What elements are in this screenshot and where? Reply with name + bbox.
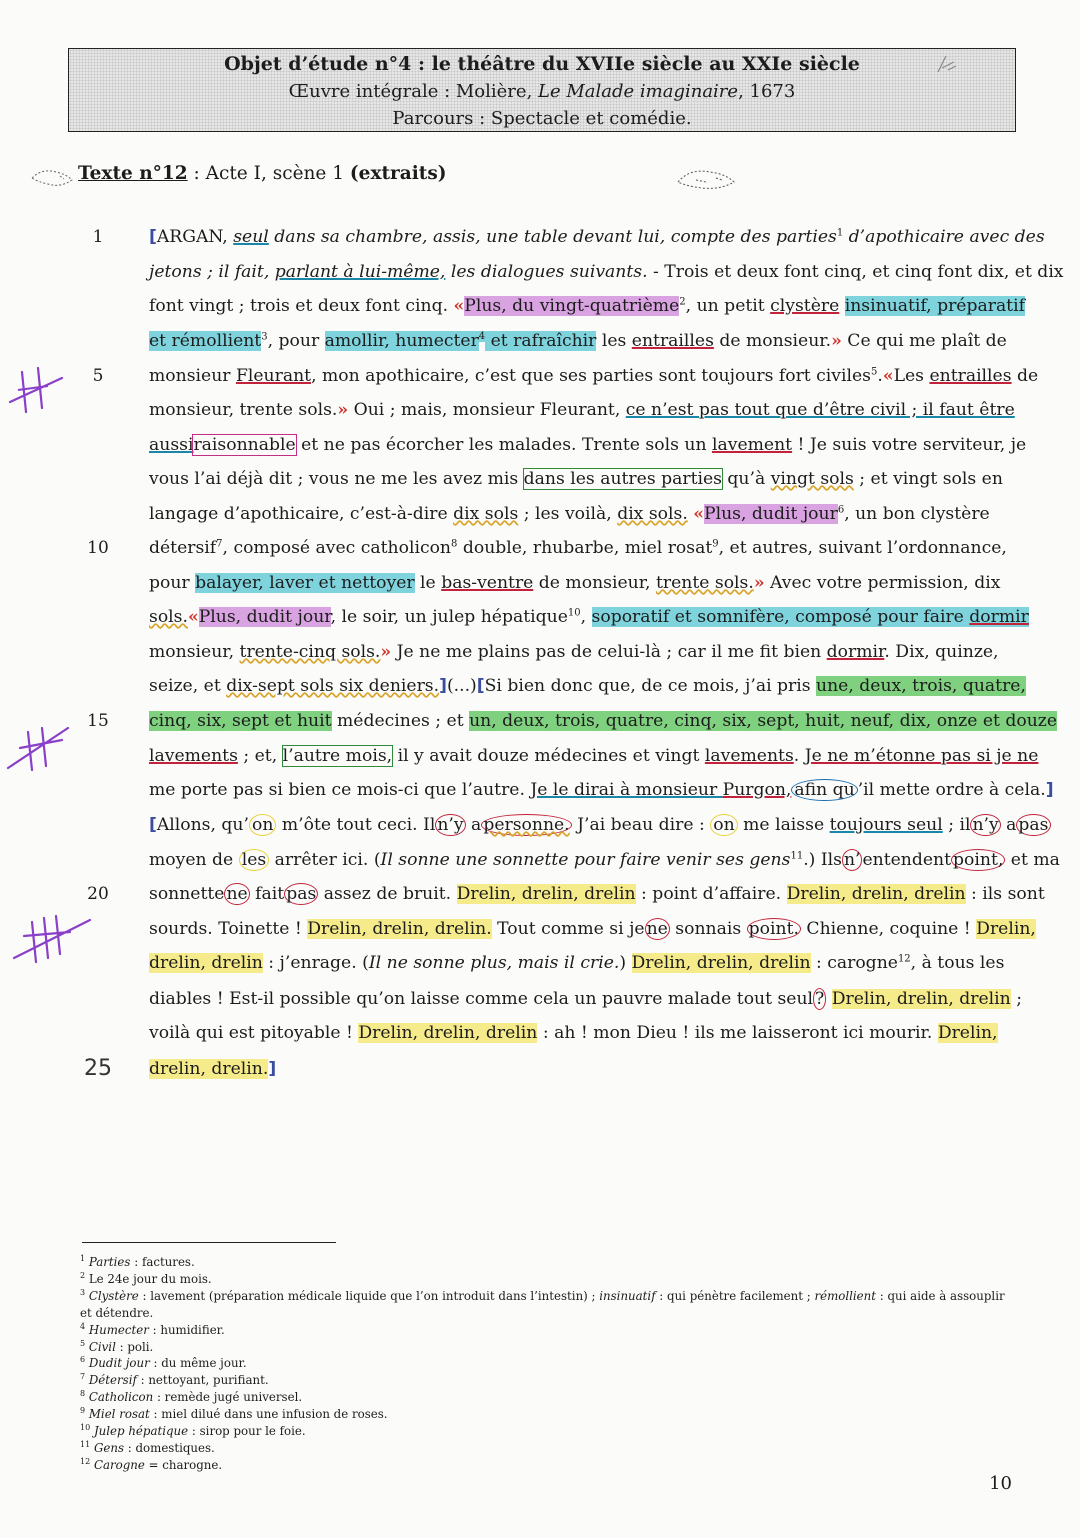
- text-label: Texte n°12: [78, 163, 188, 184]
- l5-d: .: [877, 366, 883, 386]
- footnote: [80, 1389, 1020, 1406]
- fish-doodle-icon: [676, 166, 738, 192]
- fn-text: : lavement (préparation médicale liquide que l’on introduit dans l’intestin) ;: [138, 1288, 600, 1303]
- l22-a: drelin, drelin: [149, 953, 263, 973]
- l10-sup3: 9: [712, 538, 719, 550]
- l10-b: , composé avec catholicon: [222, 538, 451, 558]
- l24-a: voilà qui est pitoyable !: [149, 1023, 359, 1043]
- fn-num: 10: [80, 1423, 91, 1433]
- l10-sup: 7: [216, 538, 223, 550]
- l22-c: Il ne sonne plus, mais il crie.: [368, 953, 620, 973]
- text-line-21: [149, 914, 1036, 944]
- l18-g: J’ai beau dire :: [571, 815, 711, 835]
- l1-a: ARGAN,: [156, 227, 234, 247]
- l3-c: , un petit: [685, 296, 771, 316]
- l23-e: ;: [1010, 989, 1022, 1009]
- footnote: [80, 1355, 1020, 1372]
- fn-term: Civil: [88, 1339, 116, 1354]
- l17-d: afin qu: [791, 779, 857, 801]
- text-line-13: [149, 637, 1019, 667]
- l20-f: Drelin, drelin, drelin: [456, 884, 636, 904]
- footnote: [80, 1423, 1020, 1440]
- l18-m: a: [1000, 815, 1017, 835]
- fn-num: 3: [80, 1287, 86, 1297]
- l13-d: dormir: [826, 642, 885, 662]
- l7-b: raisonnable: [193, 435, 296, 455]
- l18-j: toujours seul: [829, 815, 943, 835]
- footnote-rule: [82, 1242, 336, 1243]
- l21-f: point.: [748, 919, 799, 939]
- l20-a: sonnette: [149, 884, 225, 904]
- l18-b: on: [249, 814, 276, 836]
- footnote: [80, 1406, 1020, 1423]
- fn-num: 8: [80, 1389, 86, 1399]
- l21-d: ne: [646, 919, 668, 939]
- fn-term: rémollient: [814, 1288, 877, 1303]
- l7-a: aussi: [149, 435, 194, 455]
- l20-h: Drelin, drelin, drelin: [786, 884, 966, 904]
- l10-c: double, rhubarbe, miel rosat: [457, 538, 713, 558]
- text-line-16: [149, 741, 1039, 771]
- l18-i: me laisse: [737, 815, 830, 835]
- l21-b: Drelin, drelin, drelin.: [307, 919, 492, 939]
- l4-g: de monsieur.: [713, 331, 832, 351]
- l2-b: parlant à lui-même,: [274, 262, 446, 282]
- footnote: [80, 1288, 1020, 1322]
- text-line-20: [149, 879, 1045, 909]
- l21-c: Tout comme si je: [491, 919, 645, 939]
- l22-d: ): [619, 953, 632, 973]
- l12-sup: 10: [567, 607, 581, 619]
- l9-d: dix sols.: [617, 504, 688, 524]
- fn-text: : domestiques.: [124, 1440, 215, 1455]
- l19-e: .) Ils: [803, 850, 842, 870]
- text-line-24: [149, 1018, 1019, 1048]
- l8-d: vingt sols: [770, 469, 854, 489]
- fn-term: Carogne: [93, 1457, 145, 1472]
- l4-sup: 3: [261, 331, 268, 343]
- l16-d: il y avait douze médecines et vingt: [392, 746, 705, 766]
- text-line-3: [149, 291, 1025, 321]
- l13-a: monsieur,: [149, 642, 240, 662]
- text-line-5: [149, 361, 1039, 391]
- l17-b: Je le dirai à monsieur: [530, 780, 723, 800]
- text-title: [78, 163, 447, 184]
- footnote: [80, 1339, 1020, 1356]
- text-line-15: [149, 706, 1058, 736]
- fn-term: Parties: [88, 1255, 131, 1269]
- footnote: [80, 1372, 1020, 1389]
- l14-c: (...): [446, 676, 477, 696]
- l19-a: moyen de: [149, 850, 239, 870]
- l21-a: sourds. Toinette !: [149, 919, 308, 939]
- l20-i: : ils sont: [965, 884, 1045, 904]
- l9-g: , un bon clystère: [844, 504, 990, 524]
- l4-c: amollir, humecter: [324, 331, 479, 351]
- l14-b: dix-sept sols six deniers.: [226, 676, 440, 696]
- l7-d: lavement: [711, 435, 793, 455]
- l23-c: [826, 989, 831, 1009]
- l6-a: monsieur, trente sols.: [149, 400, 338, 420]
- l20-g: : point d’affaire.: [635, 884, 787, 904]
- l4-e: les: [596, 331, 632, 351]
- footnote: [80, 1254, 1020, 1271]
- l8-c: qu’à: [721, 469, 771, 489]
- l15-a: cinq, six, sept et huit: [149, 711, 332, 731]
- text-line-22: [149, 948, 1019, 978]
- l12-d: ,: [580, 607, 592, 627]
- l11-a: pour: [149, 573, 196, 593]
- l9-c: ; les voilà,: [518, 504, 618, 524]
- l19-d: Il sonne une sonnette pour faire venir ses gens: [380, 850, 791, 870]
- page-number: 10: [989, 1473, 1012, 1494]
- l4-d: et rafraîchir: [485, 331, 597, 351]
- l16-f: .: [793, 746, 805, 766]
- l3-b: Plus, du vingt-quatrième: [464, 296, 680, 316]
- quote-close-icon: »: [753, 573, 765, 593]
- quote-open-icon: «: [693, 504, 705, 524]
- l7-c: et ne pas écorcher les malades. Trente sols un: [295, 435, 712, 455]
- fn-num: 6: [80, 1355, 86, 1365]
- fn-num: 4: [80, 1321, 86, 1331]
- fn-text: = charogne.: [144, 1457, 223, 1472]
- fn-term: Dudit jour: [88, 1356, 150, 1371]
- fn-text: : humidifier.: [148, 1322, 225, 1337]
- quote-close-icon: »: [337, 400, 349, 420]
- fn-num: 9: [80, 1406, 86, 1416]
- l10-sup2: 8: [451, 538, 458, 550]
- l19-f: n’: [843, 850, 861, 870]
- l2-d: - Trois et deux font cinq, et cinq font dix, et dix: [647, 262, 1064, 282]
- l11-f: trente sols.: [655, 573, 754, 593]
- oeuvre-title: Le Malade imaginaire: [538, 81, 739, 102]
- l14-e: une, deux, trois, quatre,: [816, 676, 1026, 696]
- fn-num: 7: [80, 1372, 86, 1382]
- l11-c: le: [414, 573, 442, 593]
- quote-open-icon: «: [882, 366, 894, 386]
- fn-text: : du même jour.: [149, 1356, 247, 1371]
- l24-d: Drelin,: [937, 1023, 998, 1043]
- line-number: 15: [87, 711, 109, 731]
- footnote: [80, 1322, 1020, 1339]
- l17-c: Purgon,: [722, 780, 792, 800]
- l5-sup: 5: [870, 366, 878, 378]
- l19-h: point,: [953, 850, 1004, 870]
- l13-e: . Dix, quinze,: [884, 642, 999, 662]
- l3-e: [839, 296, 844, 316]
- text-line-25: drelin, drelin.]: [149, 1059, 277, 1079]
- l20-c: fait: [249, 884, 285, 904]
- fn-text: : qui pénètre facilement ;: [655, 1288, 815, 1303]
- l5-a: monsieur: [149, 366, 236, 386]
- oeuvre-prefix: Œuvre intégrale : Molière,: [288, 81, 539, 102]
- section-mark-3-icon: [6, 906, 96, 970]
- fn-term: Humecter: [88, 1322, 149, 1337]
- l4-f: entrailles: [631, 331, 714, 351]
- quote-open-icon: «: [453, 296, 465, 316]
- l19-b: les: [239, 849, 270, 871]
- l21-e: sonnais: [669, 919, 747, 939]
- l14-d: Si bien donc que, de ce mois, j’ai pris: [484, 676, 817, 696]
- l5-b: Fleurant: [235, 366, 312, 386]
- l18-a: Allons, qu’: [156, 815, 249, 835]
- line-number: 10: [87, 538, 109, 558]
- text-line-17: me porte pas si bien ce mois-ci que l’autre. Je le dirai à monsieur Purgon, afin qu ’il mette ordre à cela.]: [149, 780, 1054, 800]
- l4-b: , pour: [267, 331, 325, 351]
- l11-e: de monsieur,: [533, 573, 656, 593]
- fn-num: 2: [80, 1270, 86, 1280]
- text-sep: :: [187, 163, 206, 184]
- l20-e: assez de bruit.: [318, 884, 457, 904]
- l14-a: seize, et: [149, 676, 227, 696]
- l12-a: sols.: [149, 607, 188, 627]
- l17-a: me porte pas si bien ce mois-ci que l’autre.: [149, 780, 531, 800]
- l23-b: ?: [815, 989, 825, 1009]
- l16-g: Je ne m’étonne pas si je ne: [804, 746, 1039, 766]
- fish-doodle-icon: [30, 166, 74, 190]
- l20-b: ne: [226, 884, 248, 904]
- footnote: [80, 1440, 1020, 1457]
- footnotes: [80, 1254, 1020, 1474]
- l24-b: Drelin, drelin, drelin: [358, 1023, 538, 1043]
- l19-c: arrêter ici. (: [269, 850, 381, 870]
- l22-b: : j’enrage. (: [262, 953, 369, 973]
- l11-g: Avec votre permission, dix: [764, 573, 1001, 593]
- text-line-4: [149, 326, 1019, 356]
- l3-a: font vingt ; trois et deux font cinq.: [149, 296, 454, 316]
- l3-f: insinuatif, préparatif: [844, 296, 1025, 316]
- l11-b: balayer, laver et nettoyer: [195, 573, 415, 593]
- quote-close-icon: »: [831, 331, 842, 351]
- l4-sup2: 4: [478, 331, 486, 343]
- text-line-10: [149, 533, 1019, 563]
- header-parcours: Parcours : Spectacle et comédie.: [392, 108, 692, 129]
- footnote: [80, 1457, 1020, 1474]
- fn-text: : factures.: [130, 1255, 195, 1269]
- l20-d: pas: [286, 884, 317, 904]
- quote-close-icon: »: [380, 642, 392, 662]
- l2-a: jetons ; il fait,: [149, 262, 275, 282]
- text-line-7: [149, 430, 1027, 460]
- l3-sup: 2: [679, 296, 686, 308]
- l1-d: d’apothicaire avec des: [843, 227, 1045, 247]
- l18-n: pas: [1018, 815, 1049, 835]
- text-line-18: [Allons, qu’ on m’ôte tout ceci. Il n’y a personne. J’ai beau dire : on me laisse toujours seul ; il n’y a pas: [149, 815, 1049, 835]
- footnote: [80, 1271, 1020, 1288]
- l9-f: Plus, dudit jour: [704, 504, 838, 524]
- header-title: Objet d’étude n°4 : le théâtre du XVIIe siècle au XXIe siècle: [224, 53, 860, 75]
- l5-f: entrailles: [929, 366, 1012, 386]
- l7-e: ! Je suis votre serviteur, je: [792, 435, 1027, 455]
- fn-text: : poli.: [115, 1339, 154, 1354]
- sketch-doodle-icon: [934, 52, 960, 76]
- header-oeuvre: [69, 78, 1015, 105]
- l19-sup: 11: [790, 850, 804, 862]
- fn-text: : remède jugé universel.: [153, 1390, 303, 1405]
- header-box: [68, 48, 1016, 132]
- section-mark-2-icon: [2, 718, 76, 780]
- l13-c: Je ne me plains pas de celui-là ; car il me fit bien: [391, 642, 827, 662]
- text-line-2: [149, 257, 1064, 287]
- l23-a: diables ! Est-il possible qu’on laisse comme cela un pauvre malade tout seul: [149, 989, 814, 1009]
- text-line-23: [149, 984, 1022, 1014]
- text-line-11: [149, 568, 1019, 598]
- fn-text: Le 24e jour du mois.: [88, 1271, 212, 1286]
- text-line-12: [149, 602, 1029, 632]
- l25-a: drelin, drelin.: [149, 1059, 269, 1079]
- text-line-19: [149, 845, 1060, 875]
- quote-open-icon: «: [187, 607, 199, 627]
- l18-d: n’y: [437, 815, 464, 835]
- fn-text: : qui aide à assouplir et détendre.: [80, 1288, 1005, 1320]
- l5-e: Les: [893, 366, 930, 386]
- l1-c: dans sa chambre, assis, une table devant lui, compte des parties: [268, 227, 837, 247]
- fn-text: : sirop pour le foie.: [188, 1424, 306, 1439]
- l18-f: personne.: [483, 815, 570, 835]
- l18-c: m’ôte tout ceci. Il: [276, 815, 436, 835]
- l17-e: ’il mette ordre à cela.: [857, 780, 1046, 800]
- l9-a: langage d’apothicaire, c’est-à-dire: [149, 504, 454, 524]
- fn-term: Julep hépatique: [93, 1424, 189, 1439]
- l18-h: on: [710, 814, 737, 836]
- l1-sup: 1: [836, 227, 844, 239]
- fn-term: Gens: [93, 1440, 124, 1455]
- l22-f: : carogne: [810, 953, 898, 973]
- l16-c: l’autre mois,: [282, 746, 393, 766]
- l16-b: ; et,: [237, 746, 283, 766]
- l18-e: a: [465, 815, 482, 835]
- l21-h: Drelin,: [976, 919, 1036, 939]
- fn-term: Catholicon: [88, 1390, 154, 1405]
- l22-sup: 12: [897, 953, 911, 965]
- fn-term: Miel rosat: [88, 1407, 150, 1422]
- l10-a: détersif: [149, 538, 217, 558]
- text-act: Acte I, scène 1: [205, 163, 350, 184]
- l23-d: Drelin, drelin, drelin: [831, 989, 1011, 1009]
- l21-g: Chienne, coquine !: [800, 919, 977, 939]
- l6-b: Oui ; mais, monsieur Fleurant,: [348, 400, 626, 420]
- l9-sup: 6: [837, 504, 845, 516]
- l3-d: clystère: [770, 296, 840, 316]
- section-mark-1-icon: [4, 362, 68, 422]
- l15-c: un, deux, trois, quatre, cinq, six, sept, huit, neuf, dix, onze et douze: [469, 711, 1058, 731]
- l12-b: Plus, dudit jour: [198, 607, 331, 627]
- l6-c: ce n’est pas tout que d’être civil ; il faut être: [625, 400, 1015, 420]
- l12-e: soporatif et somnifère, composé pour faire: [591, 607, 970, 627]
- line-number: 5: [92, 366, 104, 386]
- l18-k: ; il: [942, 815, 971, 835]
- l19-g: entendent: [862, 850, 952, 870]
- line-number: 20: [87, 884, 109, 904]
- l5-g: de: [1011, 366, 1039, 386]
- l22-e: Drelin, drelin, drelin: [631, 953, 811, 973]
- l9-b: dix sols: [453, 504, 519, 524]
- line-number: 1: [92, 227, 104, 247]
- text-line-9: [149, 499, 1019, 529]
- l1-b: seul: [233, 227, 269, 247]
- l15-b: médecines ; et: [331, 711, 470, 731]
- l8-a: vous l’ai déjà dit ; vous ne me les avez mis: [149, 469, 524, 489]
- oeuvre-suffix: , 1673: [738, 81, 796, 102]
- l16-e: lavements: [704, 746, 794, 766]
- l19-i: et ma: [1005, 850, 1060, 870]
- l2-c: les dialogues suivants.: [445, 262, 648, 282]
- l12-f: dormir: [969, 607, 1029, 627]
- fn-num: 11: [80, 1440, 91, 1450]
- fn-text: : nettoyant, purifiant.: [136, 1373, 269, 1388]
- l8-e: ; et vingt sols en: [853, 469, 1003, 489]
- line-number: 25: [84, 1056, 112, 1081]
- l4-a: et rémollient: [149, 331, 262, 351]
- text-line-14: seize, et dix-sept sols six deniers.](...)[Si bien donc que, de ce mois, j’ai pris une, deux, trois, quatre,: [149, 676, 1026, 696]
- fn-num: 12: [80, 1456, 91, 1466]
- l22-g: , à tous les: [910, 953, 1005, 973]
- l4-h: Ce qui me plaît de: [841, 331, 1007, 351]
- fn-text: : miel dilué dans une infusion de roses.: [149, 1407, 388, 1422]
- text-line-6: [149, 395, 1019, 425]
- fn-term: Détersif: [88, 1373, 137, 1388]
- fn-term: insinuatif: [599, 1288, 656, 1303]
- text-line-1: [ARGAN, seul dans sa chambre, assis, une table devant lui, compte des parties$^1$ d’apothicaire avec des: [149, 227, 1045, 247]
- l8-b: dans les autres parties: [523, 469, 722, 489]
- text-extr: (extraits): [349, 163, 447, 184]
- l11-d: bas-ventre: [441, 573, 534, 593]
- l5-c: , mon apothicaire, c’est que ses parties sont toujours fort civiles: [311, 366, 871, 386]
- fn-term: Clystère: [88, 1288, 139, 1303]
- fn-num: 5: [80, 1338, 86, 1348]
- l10-d: , et autres, suivant l’ordonnance,: [718, 538, 1007, 558]
- l12-c: , le soir, un julep hépatique: [330, 607, 568, 627]
- l13-b: trente-cinq sols.: [239, 642, 381, 662]
- l16-a: lavements: [149, 746, 238, 766]
- l24-c: : ah ! mon Dieu ! ils me laisseront ici mourir.: [537, 1023, 938, 1043]
- text-line-8: [149, 464, 1019, 494]
- l18-l: n’y: [972, 815, 999, 835]
- fn-num: 1: [80, 1254, 86, 1264]
